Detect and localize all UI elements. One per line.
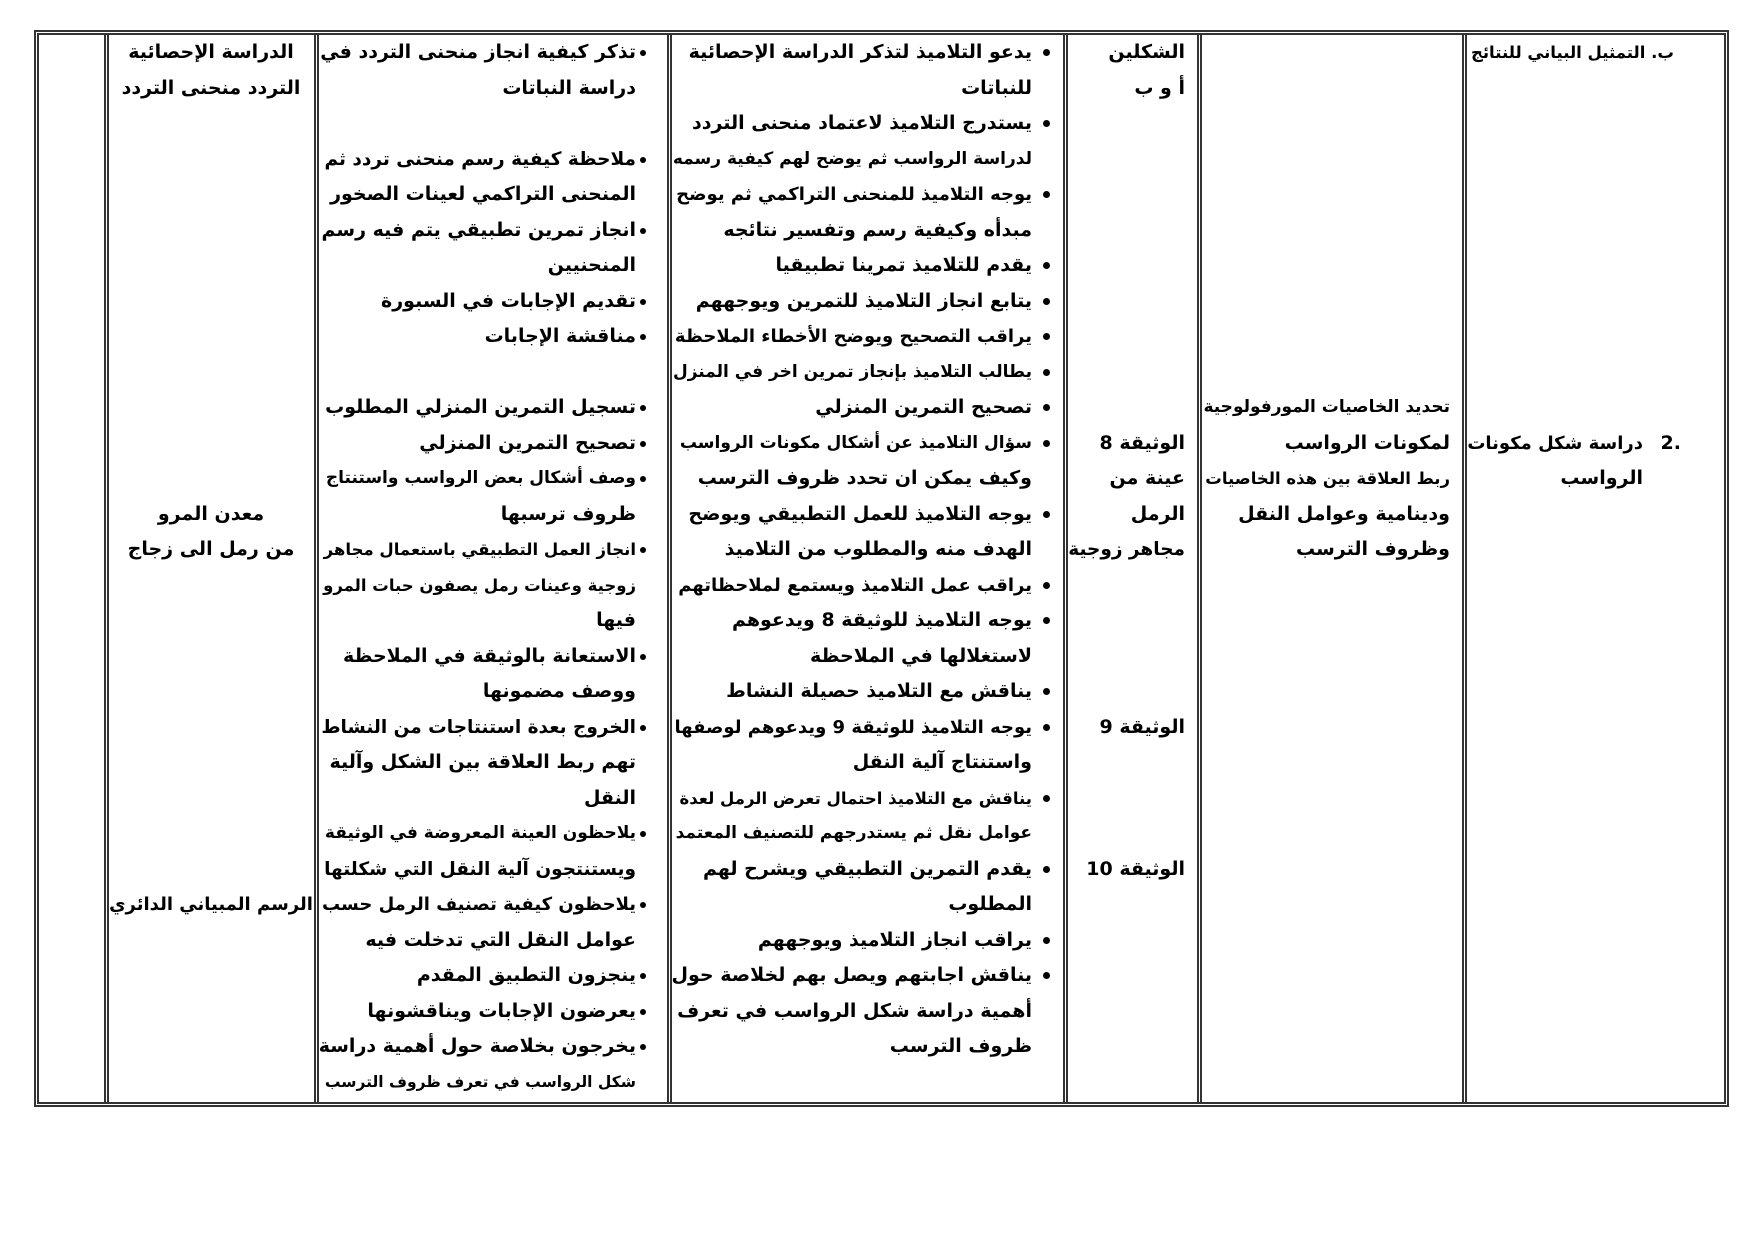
list-item	[672, 35, 1062, 106]
spacer	[109, 568, 313, 888]
list-item-line: واستنتاج آلية النقل	[852, 751, 1032, 773]
list-item-line: لدراسة الرواسب ثم يوضح لهم كيفية رسمه	[672, 148, 1032, 169]
list-item-line: عوامل نقل ثم يستدرجهم للتصنيف المعتمد	[675, 823, 1032, 843]
spacer	[109, 106, 313, 497]
list-item	[319, 142, 666, 213]
list-item-line: دراسة النباتات	[502, 76, 636, 99]
list-item-line: يتابع انجاز التلاميذ للتمرين ويوجههم	[695, 289, 1032, 312]
list-item	[319, 35, 666, 106]
list-item-line: ظروف ترسبها	[500, 502, 636, 525]
spacer	[1467, 71, 1724, 426]
list-item-line: يوجه التلاميذ للوثيقة 9 ويدعوهم لوصفها	[674, 716, 1032, 738]
material-line: الشكلين	[1108, 41, 1185, 63]
bullet-icon	[640, 334, 646, 340]
stage-item	[1467, 426, 1724, 497]
material-line: الرمل	[1130, 502, 1185, 525]
list-item-line: للنباتات	[961, 76, 1032, 99]
stage-item	[1467, 35, 1724, 71]
list-item	[672, 355, 1062, 391]
spacer	[319, 106, 666, 142]
list-item	[672, 319, 1062, 355]
bullet-icon	[1043, 120, 1050, 127]
lesson-table	[34, 30, 1729, 1107]
list-item-line: يستدرج التلاميذ لاعتماد منحنى التردد	[691, 112, 1032, 134]
spacer	[1068, 568, 1185, 710]
list-item	[672, 497, 1062, 568]
list-item	[319, 994, 666, 1030]
list-item-line: تصحيح التمرين المنزلي	[419, 431, 636, 454]
bullet-icon	[1043, 191, 1050, 198]
list-item-line: يناقش مع التلاميذ احتمال تعرض الرمل لعدة	[679, 788, 1032, 808]
material-line: الوثيقة 10	[1086, 857, 1185, 880]
list-item-line: تقديم الإجابات في السبورة	[381, 289, 636, 312]
list-item	[319, 639, 666, 710]
cell-stages	[1467, 35, 1724, 1102]
list-item-line: مناقشة الإجابات	[484, 325, 636, 347]
list-item	[319, 390, 666, 426]
list-item-line: أهمية دراسة شكل الرواسب في تعرف	[677, 999, 1032, 1022]
bullet-icon	[1043, 49, 1050, 56]
spacer	[1202, 35, 1450, 390]
list-item-line: انجاز تمرين تطبيقي يتم فيه رسم	[321, 218, 636, 241]
list-item	[672, 710, 1062, 781]
list-item-line: ظروف الترسب	[889, 1035, 1032, 1057]
list-item-line: يلاحظون كيفية تصنيف الرمل حسب	[322, 894, 636, 915]
bullet-icon	[1043, 866, 1050, 873]
bullet-icon	[640, 902, 646, 908]
list-item-line: يراقب عمل التلاميذ ويستمع لملاحظاتهم	[678, 574, 1032, 596]
bullet-icon	[1043, 511, 1050, 518]
objective-line: ربط العلاقة بين هذه الخاصيات	[1205, 469, 1450, 488]
material-line: الوثيقة 8	[1099, 431, 1185, 454]
list-item	[672, 390, 1062, 426]
bullet-icon	[640, 299, 646, 305]
list-item-line: يراقب انجاز التلاميذ ويوجههم	[757, 928, 1032, 951]
spacer	[1068, 745, 1185, 852]
objective-line: ودينامية وعوامل النقل	[1238, 502, 1450, 525]
cell-objectives	[1202, 35, 1461, 1102]
list-item-line: يوجه التلاميذ للمنحنى التراكمي ثم يوضح	[676, 184, 1032, 205]
list-item-line: شكل الرواسب في تعرف ظروف الترسب	[324, 1072, 636, 1091]
list-item	[672, 177, 1062, 248]
material-line: أ و ب	[1134, 76, 1185, 99]
bullet-icon	[1043, 440, 1050, 447]
list-item-line: يناقش اجابتهم ويصل بهم لخلاصة حول	[672, 964, 1032, 986]
list-item	[319, 958, 666, 994]
list-item-line: يعرضون الإجابات ويناقشونها	[367, 999, 636, 1022]
bullet-icon	[640, 1009, 646, 1015]
bullet-icon	[1043, 333, 1050, 340]
bullet-icon	[1043, 404, 1050, 411]
list-item	[319, 1029, 666, 1100]
list-item	[672, 852, 1062, 923]
list-item	[672, 958, 1062, 1065]
list-item	[672, 284, 1062, 320]
stage-title-line: دراسة شكل مكونات	[1467, 432, 1643, 454]
cell-teacher-activities	[672, 35, 1062, 1102]
bullet-icon	[640, 725, 646, 731]
list-item	[319, 816, 666, 887]
list-item	[672, 426, 1062, 497]
material-line: عينة من	[1109, 467, 1185, 489]
list-item-line: ينجزون التطبيق المقدم	[416, 964, 636, 986]
bullet-icon	[640, 476, 646, 482]
list-item-line: يلاحظون العينة المعروضة في الوثيقة	[324, 823, 636, 843]
list-item-line: مبدأه وكيفية رسم وتفسير نتائجه	[723, 218, 1032, 241]
list-item	[672, 568, 1062, 604]
list-item-line: عوامل النقل التي تدخلت فيه	[365, 928, 636, 951]
bullet-icon	[1043, 688, 1050, 695]
list-item	[319, 887, 666, 958]
objective-line: تحديد الخاصيات المورفولوجية	[1203, 397, 1450, 417]
bullet-icon	[1043, 724, 1050, 731]
note-line: التردد منحنى التردد	[121, 76, 301, 99]
list-item	[319, 426, 666, 462]
list-item-line: ملاحظة كيفية رسم منحنى تردد ثم	[324, 148, 636, 170]
list-item	[672, 674, 1062, 710]
bullet-icon	[640, 405, 646, 411]
list-item-line: يناقش مع التلاميذ حصيلة النشاط	[726, 680, 1032, 702]
bullet-icon	[640, 228, 646, 234]
material-line: الوثيقة 9	[1099, 715, 1185, 738]
stage-title: ب. التمثيل البياني للنتائج	[1470, 43, 1674, 62]
list-item-line: تصحيح التمرين المنزلي	[815, 396, 1032, 418]
stage-title-line: الرواسب	[1560, 467, 1643, 489]
list-item	[319, 532, 666, 639]
stage-number: 2.	[1660, 431, 1681, 454]
objective-line: لمكونات الرواسب	[1284, 431, 1450, 454]
list-item-line: سؤال التلاميذ عن أشكال مكونات الرواسب	[679, 432, 1032, 453]
list-item	[319, 213, 666, 284]
list-item	[672, 248, 1062, 284]
list-item-line: المنحنيين	[547, 254, 636, 276]
bullet-icon	[1043, 298, 1050, 305]
list-item-line: وصف أشكال بعض الرواسب واستنتاج	[325, 468, 636, 488]
objective-line: وظروف الترسب	[1295, 538, 1450, 560]
list-item-line: تسجيل التمرين المنزلي المطلوب	[325, 396, 636, 418]
bullet-icon	[640, 1044, 646, 1050]
list-item	[319, 319, 666, 355]
list-item-line: تذكر كيفية انجاز منحنى التردد في	[320, 41, 636, 63]
bullet-icon	[1043, 369, 1050, 376]
list-item-line: يقدم التمرين التطبيقي ويشرح لهم	[702, 857, 1032, 880]
list-item	[319, 461, 666, 532]
bullet-icon	[1043, 262, 1050, 269]
list-item-line: وكيف يمكن ان تحدد ظروف الترسب	[697, 467, 1032, 489]
list-item-line: يوجه التلاميذ للوثيقة 8 ويدعوهم	[731, 609, 1032, 631]
bullet-icon	[1043, 617, 1050, 624]
list-item-line: لاستغلالها في الملاحظة	[810, 644, 1032, 667]
note-line: من رمل الى زجاج	[127, 538, 295, 560]
list-item	[319, 284, 666, 320]
note-line: الرسم المبياني الدائري	[109, 894, 313, 915]
list-item-line: يوجه التلاميذ للعمل التطبيقي ويوضح	[688, 502, 1032, 525]
cell-student-activities	[319, 35, 666, 1102]
list-item-line: المطلوب	[948, 893, 1032, 915]
note-line: الدراسة الإحصائية	[128, 41, 294, 63]
list-item-line: ووصف مضمونها	[482, 680, 636, 702]
cell-notes	[109, 35, 313, 1102]
list-item	[672, 781, 1062, 852]
list-item-line: الهدف منه والمطلوب من التلاميذ	[724, 538, 1032, 560]
bullet-icon	[1043, 937, 1050, 944]
list-item-line: يخرجون بخلاصة حول أهمية دراسة	[319, 1035, 636, 1057]
list-item-line: يطالب التلاميذ بإنجاز تمرين اخر في المنزل	[672, 361, 1032, 382]
list-item-line: تهم ربط العلاقة بين الشكل وآلية	[329, 751, 636, 773]
list-item-line: النقل	[583, 786, 636, 809]
cell-materials	[1068, 35, 1196, 1102]
bullet-icon	[640, 973, 646, 979]
spacer	[1068, 106, 1185, 426]
list-item	[672, 106, 1062, 177]
bullet-icon	[640, 441, 646, 447]
bullet-icon	[640, 50, 646, 56]
table-body	[39, 35, 1724, 1102]
list-item-line: زوجية وعينات رمل يصفون حبات المرو	[323, 575, 636, 595]
bullet-icon	[1043, 972, 1050, 979]
material-line: مجاهر زوجية	[1068, 539, 1185, 560]
note-line: معدن المرو	[157, 502, 265, 525]
list-item-line: يقدم للتلاميذ تمرينا تطبيقيا	[775, 254, 1032, 276]
list-item-line: ويستنتجون آلية النقل التي شكلتها	[324, 858, 636, 880]
bullet-icon	[640, 654, 646, 660]
cell-empty	[39, 35, 103, 1102]
list-item-line: الاستعانة بالوثيقة في الملاحظة	[342, 644, 636, 667]
bullet-icon	[1043, 795, 1050, 802]
list-item-line: فيها	[596, 609, 636, 631]
list-item-line: الخروج بعدة استنتاجات من النشاط	[321, 716, 636, 738]
spacer	[319, 355, 666, 391]
list-item-line: انجاز العمل التطبيقي باستعمال مجاهر	[323, 540, 636, 559]
list-item-line: يدعو التلاميذ لتذكر الدراسة الإحصائية	[688, 41, 1032, 63]
bullet-icon	[640, 157, 646, 163]
bullet-icon	[640, 831, 646, 837]
list-item-line: المنحنى التراكمي لعينات الصخور	[330, 183, 636, 205]
list-item	[672, 603, 1062, 674]
bullet-icon	[640, 547, 646, 553]
list-item-line: يراقب التصحيح ويوضح الأخطاء الملاحظة	[674, 326, 1032, 347]
list-item	[672, 923, 1062, 959]
bullet-icon	[1043, 582, 1050, 589]
list-item	[319, 710, 666, 817]
